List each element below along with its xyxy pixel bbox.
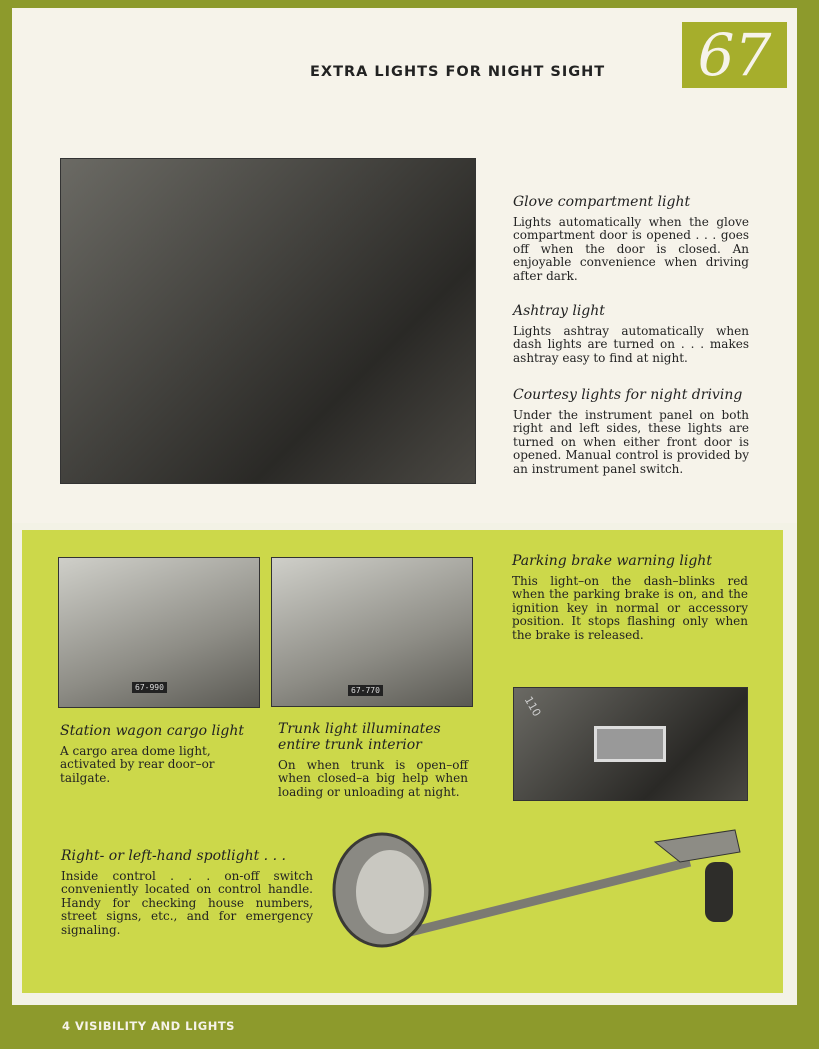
section-heading: Courtesy lights for night driving	[513, 387, 743, 403]
year-badge: 67	[682, 22, 787, 88]
section-body: On when trunk is open–off when closed–a big help when loading or unloading at night.	[278, 758, 468, 799]
section-heading: Parking brake warning light	[512, 553, 712, 569]
spotlight-section	[61, 848, 313, 937]
trunk-section	[278, 721, 468, 799]
dash-warning-photo	[513, 687, 748, 801]
section-body: Under the instrument panel on both right and left sides, these lights are turned on when either front door is opened. Manual control is provided by an instrument panel switch.	[513, 408, 749, 476]
wagon-section	[60, 723, 260, 785]
section-heading: Ashtray light	[513, 303, 605, 319]
spotlight-handle	[655, 830, 740, 862]
section-body: A cargo area dome light, activated by rear door–or tailgate.	[60, 744, 215, 785]
glove-compartment-photo	[60, 158, 476, 484]
parking-brake-section	[512, 553, 748, 642]
section-body: Lights ashtray automatically when dash lights are turned on . . . makes ashtray easy to find at night.	[513, 324, 749, 365]
page-footer: 4 VISIBILITY AND LIGHTS	[62, 1019, 235, 1033]
section-heading: Trunk light illuminates entire trunk interior	[278, 721, 441, 753]
spotlight-grip	[705, 862, 733, 922]
trunk-photo	[271, 557, 473, 707]
warning-light-icon	[594, 726, 666, 762]
page-title: EXTRA LIGHTS FOR NIGHT SIGHT	[310, 64, 606, 80]
license-plate: 67-990	[132, 682, 167, 693]
glove-section	[513, 194, 749, 283]
spotlight-image	[330, 822, 755, 967]
section-body: Lights automatically when the glove compartment door is opened . . . goes off when the door is closed. An enjoyable convenience when driving after dark.	[513, 215, 749, 283]
courtesy-section	[513, 387, 749, 476]
section-heading: Glove compartment light	[513, 194, 691, 210]
spotlight-lens	[356, 850, 424, 934]
section-body: This light–on the dash–blinks red when the parking brake is on, and the ignition key in normal or accessory position. It stops flashing only when the brake is released.	[512, 574, 748, 642]
spotlight-rod	[410, 862, 690, 932]
section-heading: Station wagon cargo light	[60, 723, 245, 739]
gauge-number: 110	[521, 694, 544, 719]
ashtray-section	[513, 303, 749, 365]
license-plate: 67-770	[348, 685, 383, 696]
section-body: Inside control . . . on-off switch conveniently located on control handle. Handy for checking house numbers, street signs, etc., and for emergency signaling.	[61, 869, 313, 937]
station-wagon-photo	[58, 557, 260, 708]
section-heading: Right- or left-hand spotlight . . .	[61, 848, 286, 864]
